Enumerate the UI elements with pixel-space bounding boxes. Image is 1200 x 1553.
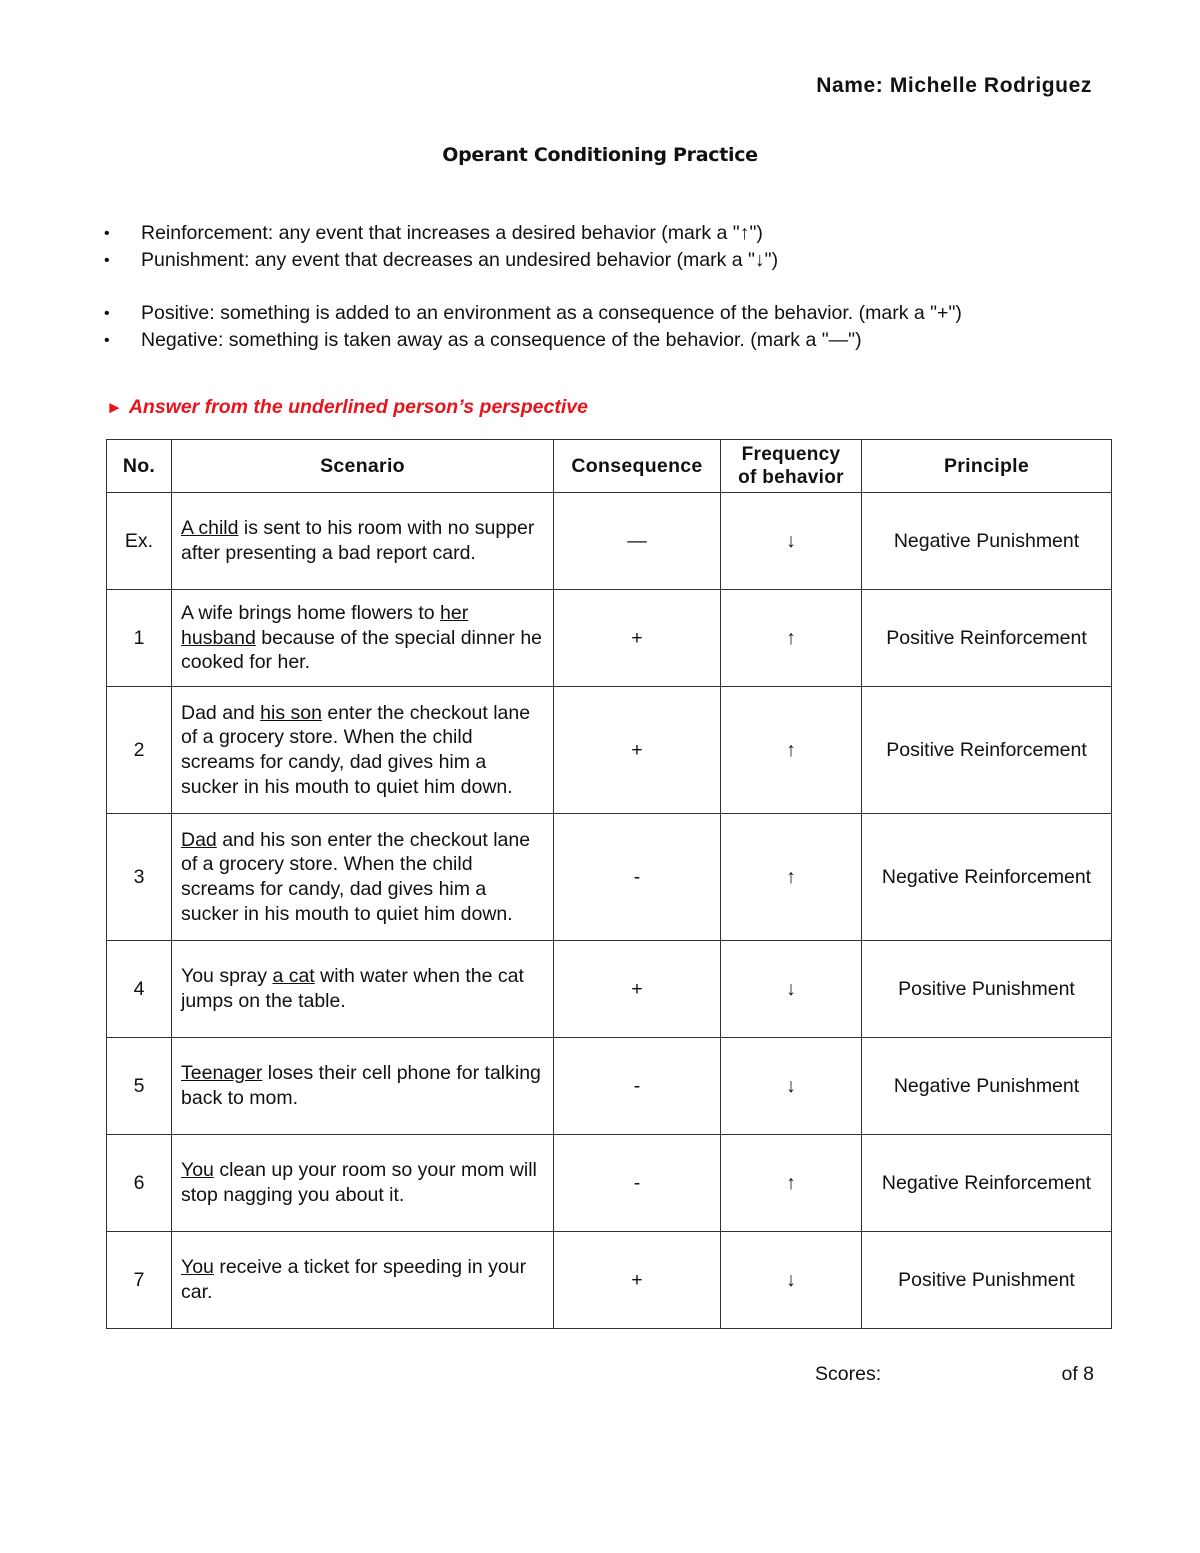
table-row xyxy=(107,1232,1112,1329)
row-consequence: - xyxy=(554,1038,721,1135)
row-frequency-arrow: ↑ xyxy=(721,1135,862,1232)
underlined-person: A child xyxy=(181,517,239,540)
table-row xyxy=(107,493,1112,590)
row-principle: Negative Reinforcement xyxy=(862,814,1112,941)
row-principle: Positive Reinforcement xyxy=(862,590,1112,687)
table-row xyxy=(107,1135,1112,1232)
bullet-icon: • xyxy=(104,305,110,322)
row-consequence: + xyxy=(554,941,721,1038)
row-consequence: - xyxy=(554,814,721,941)
row-principle: Negative Reinforcement xyxy=(862,1135,1112,1232)
row-frequency-arrow: ↓ xyxy=(721,1038,862,1135)
definition-item xyxy=(104,247,1104,274)
row-consequence: + xyxy=(554,1232,721,1329)
row-number: 7 xyxy=(107,1232,172,1329)
row-scenario xyxy=(172,493,554,590)
scores-label: Scores: xyxy=(815,1363,882,1385)
header-principle: Principle xyxy=(862,440,1112,493)
row-frequency-arrow: ↑ xyxy=(721,687,862,814)
row-number: 6 xyxy=(107,1135,172,1232)
bullet-icon: • xyxy=(104,252,110,269)
row-frequency-arrow: ↑ xyxy=(721,590,862,687)
header-no: No. xyxy=(107,440,172,493)
row-principle: Positive Punishment xyxy=(862,1232,1112,1329)
student-name: Name: Michelle Rodriguez xyxy=(816,74,1092,97)
row-principle: Positive Punishment xyxy=(862,941,1112,1038)
row-scenario xyxy=(172,590,554,687)
row-frequency-arrow: ↑ xyxy=(721,814,862,941)
table-row xyxy=(107,814,1112,941)
row-scenario xyxy=(172,1135,554,1232)
row-principle: Positive Reinforcement xyxy=(862,687,1112,814)
definition-text: Reinforcement: any event that increases a desired behavior (mark a "↑") xyxy=(141,222,763,244)
scenario-text-before: A wife brings home flowers to xyxy=(181,602,441,625)
definition-item xyxy=(104,327,1104,354)
scenario-text-after: with water when the cat jumps on the table. xyxy=(181,965,524,1012)
scenario-text-after: and his son enter the checkout lane of a grocery store. When the child screams for candy, dad gives him a sucker in his mouth to quiet him down. xyxy=(181,828,531,925)
row-principle: Negative Punishment xyxy=(862,1038,1112,1135)
row-scenario xyxy=(172,1232,554,1329)
row-number: 3 xyxy=(107,814,172,941)
definition-text: Negative: something is taken away as a consequence of the behavior. (mark a "—") xyxy=(141,329,862,351)
underlined-person: her husband xyxy=(181,602,469,649)
row-number: 4 xyxy=(107,941,172,1038)
instruction-text: Answer from the underlined person’s perspective xyxy=(128,396,588,418)
scenario-text-before: You spray xyxy=(181,965,273,988)
row-frequency-arrow: ↓ xyxy=(721,493,862,590)
definition-text: Positive: something is added to an environment as a consequence of the behavior. (mark a "+") xyxy=(141,302,962,324)
underlined-person: a cat xyxy=(272,965,315,988)
underlined-person: Dad xyxy=(181,828,217,851)
row-scenario xyxy=(172,814,554,941)
instruction-line xyxy=(106,396,588,419)
row-consequence: + xyxy=(554,590,721,687)
scenario-text-after: loses their cell phone for talking back to mom. xyxy=(181,1062,541,1109)
row-frequency-arrow: ↓ xyxy=(721,941,862,1038)
row-scenario xyxy=(172,941,554,1038)
scenario-text-after: because of the special dinner he cooked for her. xyxy=(181,626,543,674)
row-scenario xyxy=(172,687,554,814)
scenario-text-after: is sent to his room with no supper after presenting a bad report card. xyxy=(181,517,535,564)
header-consequence: Consequence xyxy=(554,440,721,493)
row-number: 1 xyxy=(107,590,172,687)
table-row xyxy=(107,941,1112,1038)
header-frequency-line2: of behavior xyxy=(738,467,844,488)
row-consequence: + xyxy=(554,687,721,814)
row-number: 2 xyxy=(107,687,172,814)
scenario-text-before: Dad and xyxy=(181,701,261,724)
row-consequence: - xyxy=(554,1135,721,1232)
definitions-list-reinforcement xyxy=(104,220,1104,274)
underlined-person: You xyxy=(181,1256,214,1279)
row-number: Ex. xyxy=(107,493,172,590)
table-row xyxy=(107,1038,1112,1135)
header-frequency-line1: Frequency xyxy=(741,444,841,465)
scenario-text-after: enter the checkout lane of a grocery store. When the child screams for candy, dad gives him a sucker in his mouth to quiet him down. xyxy=(181,701,531,798)
table-header-row xyxy=(107,440,1112,493)
underlined-person: Teenager xyxy=(181,1062,263,1085)
row-frequency-arrow: ↓ xyxy=(721,1232,862,1329)
definition-item xyxy=(104,220,1104,247)
row-number: 5 xyxy=(107,1038,172,1135)
bullet-icon: • xyxy=(104,332,110,349)
scenario-text-after: clean up your room so your mom will stop nagging you about it. xyxy=(181,1159,537,1206)
bullet-icon: • xyxy=(104,225,110,242)
header-scenario: Scenario xyxy=(172,440,554,493)
scenario-text-after: receive a ticket for speeding in your car. xyxy=(181,1256,527,1303)
page-title: Operant Conditioning Practice xyxy=(442,144,758,166)
scores-total: of 8 xyxy=(1061,1363,1094,1385)
header-frequency xyxy=(721,440,862,493)
definitions-list-positive-negative xyxy=(104,300,1104,354)
row-consequence: — xyxy=(554,493,721,590)
definition-text: Punishment: any event that decreases an undesired behavior (mark a "↓") xyxy=(141,249,779,271)
table-row xyxy=(107,590,1112,687)
underlined-person: his son xyxy=(260,701,322,724)
table-row xyxy=(107,687,1112,814)
row-principle: Negative Punishment xyxy=(862,493,1112,590)
definition-item xyxy=(104,300,1104,327)
triangle-right-icon: ► xyxy=(106,398,123,417)
underlined-person: You xyxy=(181,1159,214,1182)
row-scenario xyxy=(172,1038,554,1135)
practice-table xyxy=(106,439,1112,1329)
